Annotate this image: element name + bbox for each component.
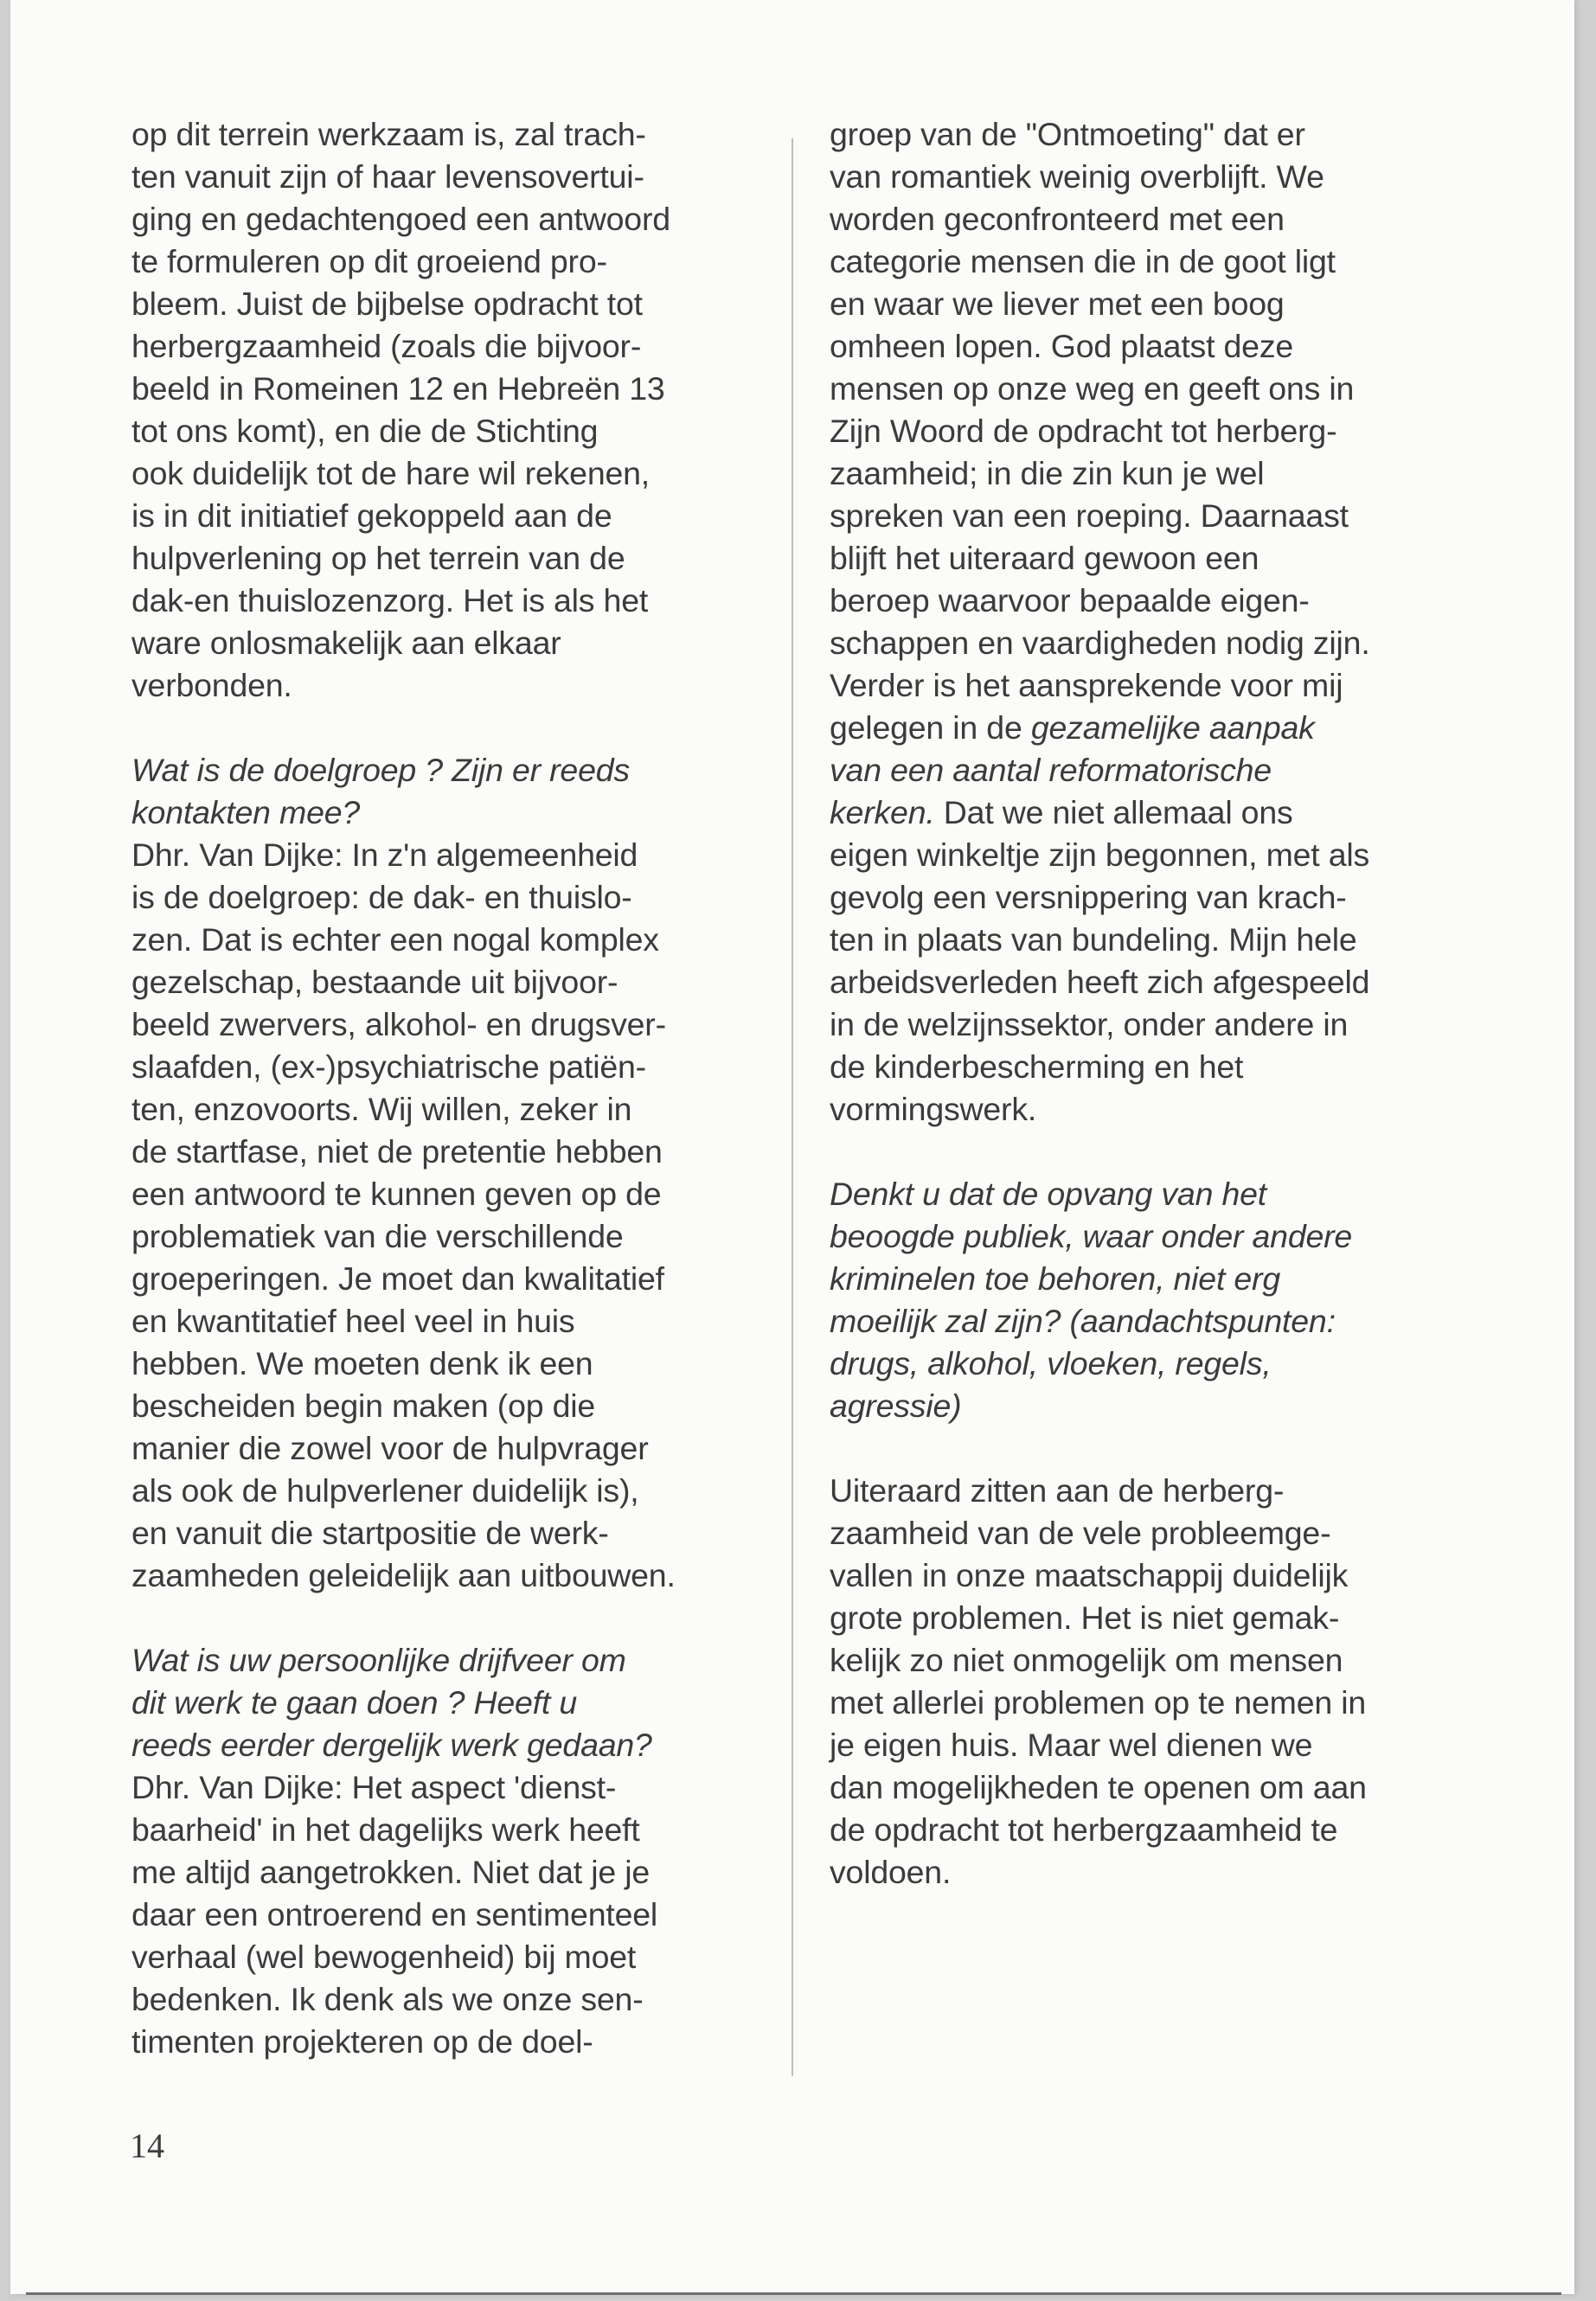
text-line: gezelschap, bestaande uit bijvoor- [131, 964, 619, 1000]
text-line: mensen op onze weg en geeft ons in [830, 370, 1355, 407]
text-line: hebben. We moeten denk ik een [131, 1345, 593, 1381]
text-line: schappen en vaardigheden nodig zijn. [830, 625, 1370, 661]
text-line: beroep waarvoor bepaalde eigen- [830, 582, 1310, 619]
text-line: beeld zwervers, alkohol- en drugsver- [131, 1006, 666, 1042]
text-line: hulpverlening op het terrein van de [131, 540, 625, 576]
text-line: omheen lopen. God plaatst deze [830, 328, 1294, 364]
question-line: Denkt u dat de opvang van het [830, 1176, 1266, 1212]
text-line: daar een ontroerend en sentimenteel [131, 1896, 658, 1932]
question-line: moeilijk zal zijn? (aandachtspunten: [830, 1303, 1336, 1339]
question-line: drugs, alkohol, vloeken, regels, [830, 1345, 1272, 1381]
text-line: is in dit initiatief gekoppeld aan de [131, 497, 612, 534]
text-line: zen. Dat is echter een nogal komplex [131, 921, 659, 958]
text-line: en kwantitatief heel veel in huis [131, 1303, 575, 1339]
text-line: me altijd aangetrokken. Niet dat je je [131, 1854, 650, 1890]
text-line: bedenken. Ik denk als we onze sen- [131, 1981, 644, 2017]
question-line: kriminelen toe behoren, niet erg [830, 1260, 1280, 1297]
question-line: van een aantal reformatorische [830, 752, 1272, 788]
document-page [10, 0, 1574, 2294]
text-line: slaafden, (ex-)psychiatrische patiën- [131, 1048, 646, 1085]
text-line: dak-en thuislozenzorg. Het is als het [131, 582, 649, 619]
text-line: en vanuit die startpositie de werk- [131, 1515, 609, 1551]
text-line: Dhr. Van Dijke: In z'n algemeenheid [131, 836, 638, 873]
text-line: en waar we liever met een boog [830, 285, 1285, 322]
text-line: eigen winkeltje zijn begonnen, met als [830, 836, 1370, 873]
text-line: ware onlosmakelijk aan elkaar [131, 625, 561, 661]
text-line: groeperingen. Je moet dan kwalitatief [131, 1260, 664, 1297]
left-text-column [131, 113, 737, 2063]
question-line: dit werk te gaan doen ? Heeft u [131, 1684, 577, 1721]
text-line: tot ons komt), en die de Stichting [131, 413, 599, 449]
text-line: verbonden. [131, 667, 292, 703]
text-line: blijft het uiteraard gewoon een [830, 540, 1259, 576]
text-line: timenten projekteren op de doel- [131, 2023, 593, 2060]
bottom-rule [26, 2292, 1561, 2295]
text-line: spreken van een roeping. Daarnaast [830, 497, 1349, 534]
paragraph-gap [131, 1597, 737, 1639]
text-line: te formuleren op dit groeiend pro- [131, 243, 607, 279]
right-text-column [830, 113, 1435, 1894]
text-line: bescheiden begin maken (op die [131, 1388, 596, 1424]
text-line: dan mogelijkheden te openen om aan [830, 1769, 1367, 1805]
question-line: Wat is uw persoonlijke drijfveer om [131, 1642, 626, 1678]
page-number: 14 [130, 2126, 164, 2165]
paragraph-gap [830, 1427, 1435, 1470]
text-line: beeld in Romeinen 12 en Hebreën 13 [131, 370, 665, 407]
text-line: bleem. Juist de bijbelse opdracht tot [131, 285, 643, 322]
text-line: kelijk zo niet onmogelijk om mensen [830, 1642, 1343, 1678]
text-line: kerken. Dat we niet allemaal ons [830, 794, 1293, 830]
text-line: verhaal (wel bewogenheid) bij moet [131, 1939, 637, 1975]
text-line: een antwoord te kunnen geven op de [131, 1176, 662, 1212]
text-line: Uiteraard zitten aan de herberg- [830, 1472, 1285, 1509]
text-line: ten, enzovoorts. Wij willen, zeker in [131, 1091, 632, 1127]
text-line: de startfase, niet de pretentie hebben [131, 1133, 663, 1170]
text-line: categorie mensen die in de goot ligt [830, 243, 1336, 279]
text-line: ging en gedachtengoed een antwoord [131, 201, 670, 237]
text-line: is de doelgroep: de dak- en thuislo- [131, 879, 632, 915]
text-line: Dhr. Van Dijke: Het aspect 'dienst- [131, 1769, 617, 1805]
text-line: Zijn Woord de opdracht tot herberg- [830, 413, 1337, 449]
text-line: voldoen. [830, 1854, 952, 1890]
text-line: gevolg een versnippering van krach- [830, 879, 1347, 915]
text-line: van romantiek weinig overblijft. We [830, 158, 1324, 195]
text-line: zaamheden geleidelijk aan uitbouwen. [131, 1557, 676, 1593]
paragraph-gap [830, 1131, 1435, 1173]
text-line: vormingswerk. [830, 1091, 1037, 1127]
text-line: worden geconfronteerd met een [830, 201, 1285, 237]
text-line: vallen in onze maatschappij duidelijk [830, 1557, 1349, 1593]
text-line: ten in plaats van bundeling. Mijn hele [830, 921, 1357, 958]
question-line: Wat is de doelgroep ? Zijn er reeds [131, 752, 630, 788]
text-line: met allerlei problemen op te nemen in [830, 1684, 1367, 1721]
text-line: problematiek van die verschillende [131, 1218, 624, 1254]
text-line: op dit terrein werkzaam is, zal trach- [131, 116, 646, 152]
text-line: Verder is het aansprekende voor mij [830, 667, 1343, 703]
text-line: als ook de hulpverlener duidelijk is), [131, 1472, 639, 1509]
paragraph-gap [131, 707, 737, 749]
text-line: ook duidelijk tot de hare wil rekenen, [131, 455, 651, 491]
text-line: zaamheid; in die zin kun je wel [830, 455, 1265, 491]
question-line: kontakten mee? [131, 794, 361, 830]
question-line: agressie) [830, 1388, 962, 1424]
text-line: manier die zowel voor de hulpvrager [131, 1430, 649, 1466]
question-line: reeds eerder dergelijk werk gedaan? [131, 1727, 652, 1763]
text-line: herbergzaamheid (zoals die bijvoor- [131, 328, 642, 364]
text-line: baarheid' in het dagelijks werk heeft [131, 1811, 640, 1848]
column-divider [792, 138, 793, 2076]
text-line: grote problemen. Het is niet gemak- [830, 1599, 1340, 1636]
text-line: groep van de "Ontmoeting" dat er [830, 116, 1305, 152]
text-line: de opdracht tot herbergzaamheid te [830, 1811, 1338, 1848]
question-line: beoogde publiek, waar onder andere [830, 1218, 1353, 1254]
text-line: de kinderbescherming en het [830, 1048, 1244, 1085]
text-line: je eigen huis. Maar wel dienen we [830, 1727, 1313, 1763]
text-line: in de welzijnssektor, onder andere in [830, 1006, 1349, 1042]
text-line: gelegen in de gezamelijke aanpak [830, 709, 1315, 746]
text-line: arbeidsverleden heeft zich afgespeeld [830, 964, 1370, 1000]
text-line: ten vanuit zijn of haar levensovertui- [131, 158, 644, 195]
text-line: zaamheid van de vele probleemge- [830, 1515, 1331, 1551]
